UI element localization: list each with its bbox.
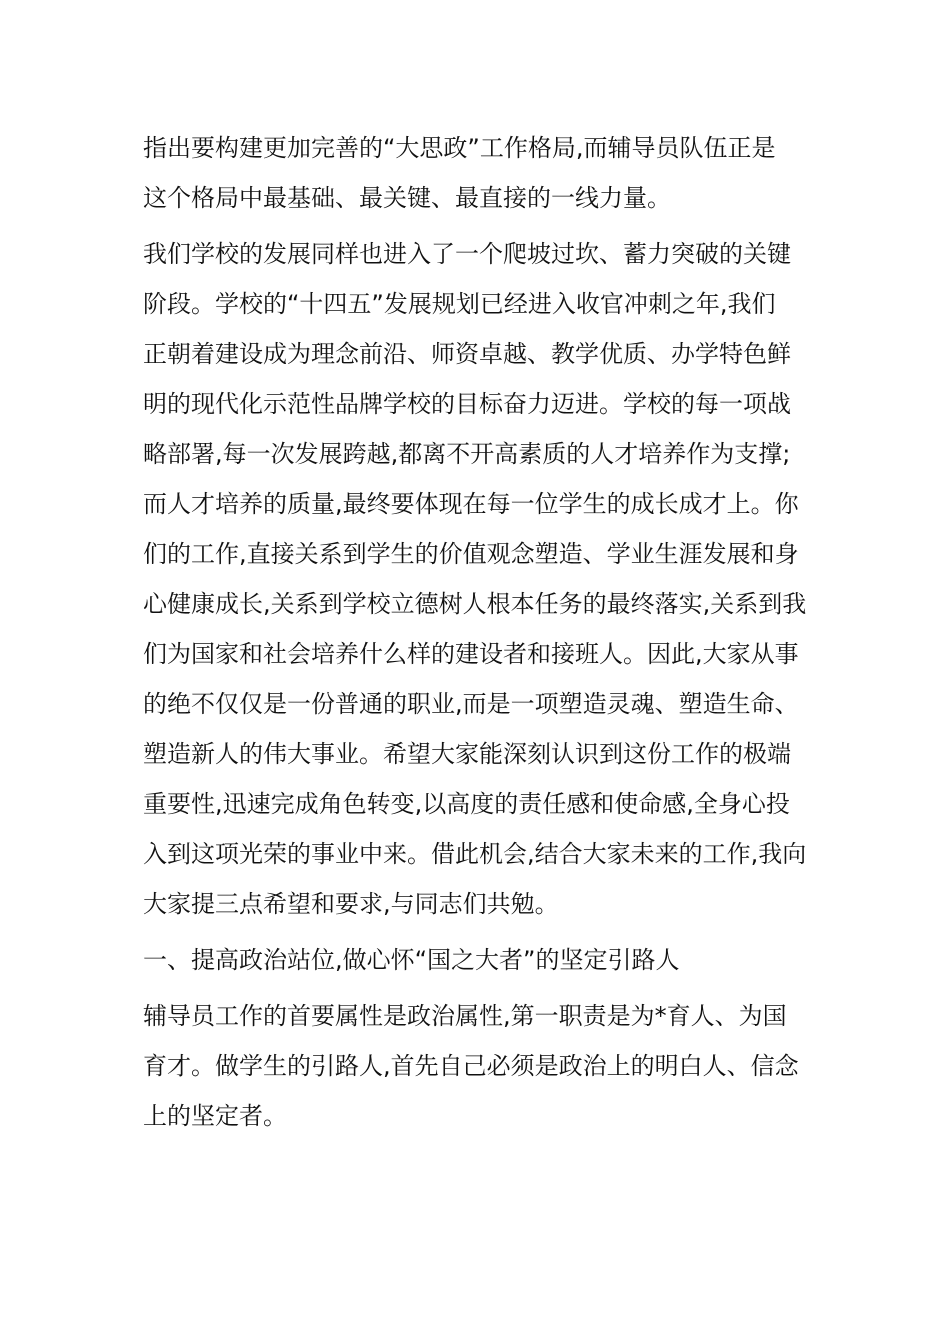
text-line: 育才。做学生的引路人,首先自己必须是政治上的明白人、信念 (143, 1052, 799, 1080)
text-line: 正朝着建设成为理念前沿、师资卓越、教学优质、办学特色鲜 (143, 340, 791, 368)
text-line: 上的坚定者。 (143, 1102, 287, 1130)
text-line: 大家提三点希望和要求,与同志们共勉。 (143, 890, 559, 918)
text-line: 入到这项光荣的事业中来。借此机会,结合大家未来的工作,我向 (143, 840, 807, 868)
paragraph-1 (143, 123, 808, 223)
text-line: 重要性,迅速完成角色转变,以高度的责任感和使命感,全身心投 (143, 790, 790, 818)
paragraph-3 (143, 991, 808, 1141)
document-body (143, 123, 808, 1147)
text-line: 我们学校的发展同样也进入了一个爬坡过坎、蓄力突破的关键 (143, 240, 791, 268)
text-line: 指出要构建更加完善的“大思政”工作格局,而辅导员队伍正是 (143, 134, 776, 162)
section-heading: 一、提高政治站位,做心怀“国之大者”的坚定引路人 (143, 946, 680, 974)
text-line: 而人才培养的质量,最终要体现在每一位学生的成长成才上。你 (143, 490, 799, 518)
text-line: 们为国家和社会培养什么样的建设者和接班人。因此,大家从事 (143, 640, 799, 668)
text-line: 这个格局中最基础、最关键、最直接的一线力量。 (143, 184, 671, 212)
text-line: 阶段。学校的“十四五”发展规划已经进入收官冲刺之年,我们 (143, 290, 776, 318)
text-line: 塑造新人的伟大事业。希望大家能深刻认识到这份工作的极端 (143, 740, 791, 768)
text-line: 们的工作,直接关系到学生的价值观念塑造、学业生涯发展和身 (143, 540, 799, 568)
paragraph-2 (143, 229, 808, 929)
text-line: 明的现代化示范性品牌学校的目标奋力迈进。学校的每一项战 (143, 390, 791, 418)
text-line: 心健康成长,关系到学校立德树人根本任务的最终落实,关系到我 (143, 590, 807, 618)
text-line: 的绝不仅仅是一份普通的职业,而是一项塑造灵魂、塑造生命、 (143, 690, 799, 718)
text-line: 辅导员工作的首要属性是政治属性,第一职责是为*育人、为国 (143, 1002, 787, 1030)
text-line: 略部署,每一次发展跨越,都离不开高素质的人才培养作为支撑; (143, 440, 791, 468)
